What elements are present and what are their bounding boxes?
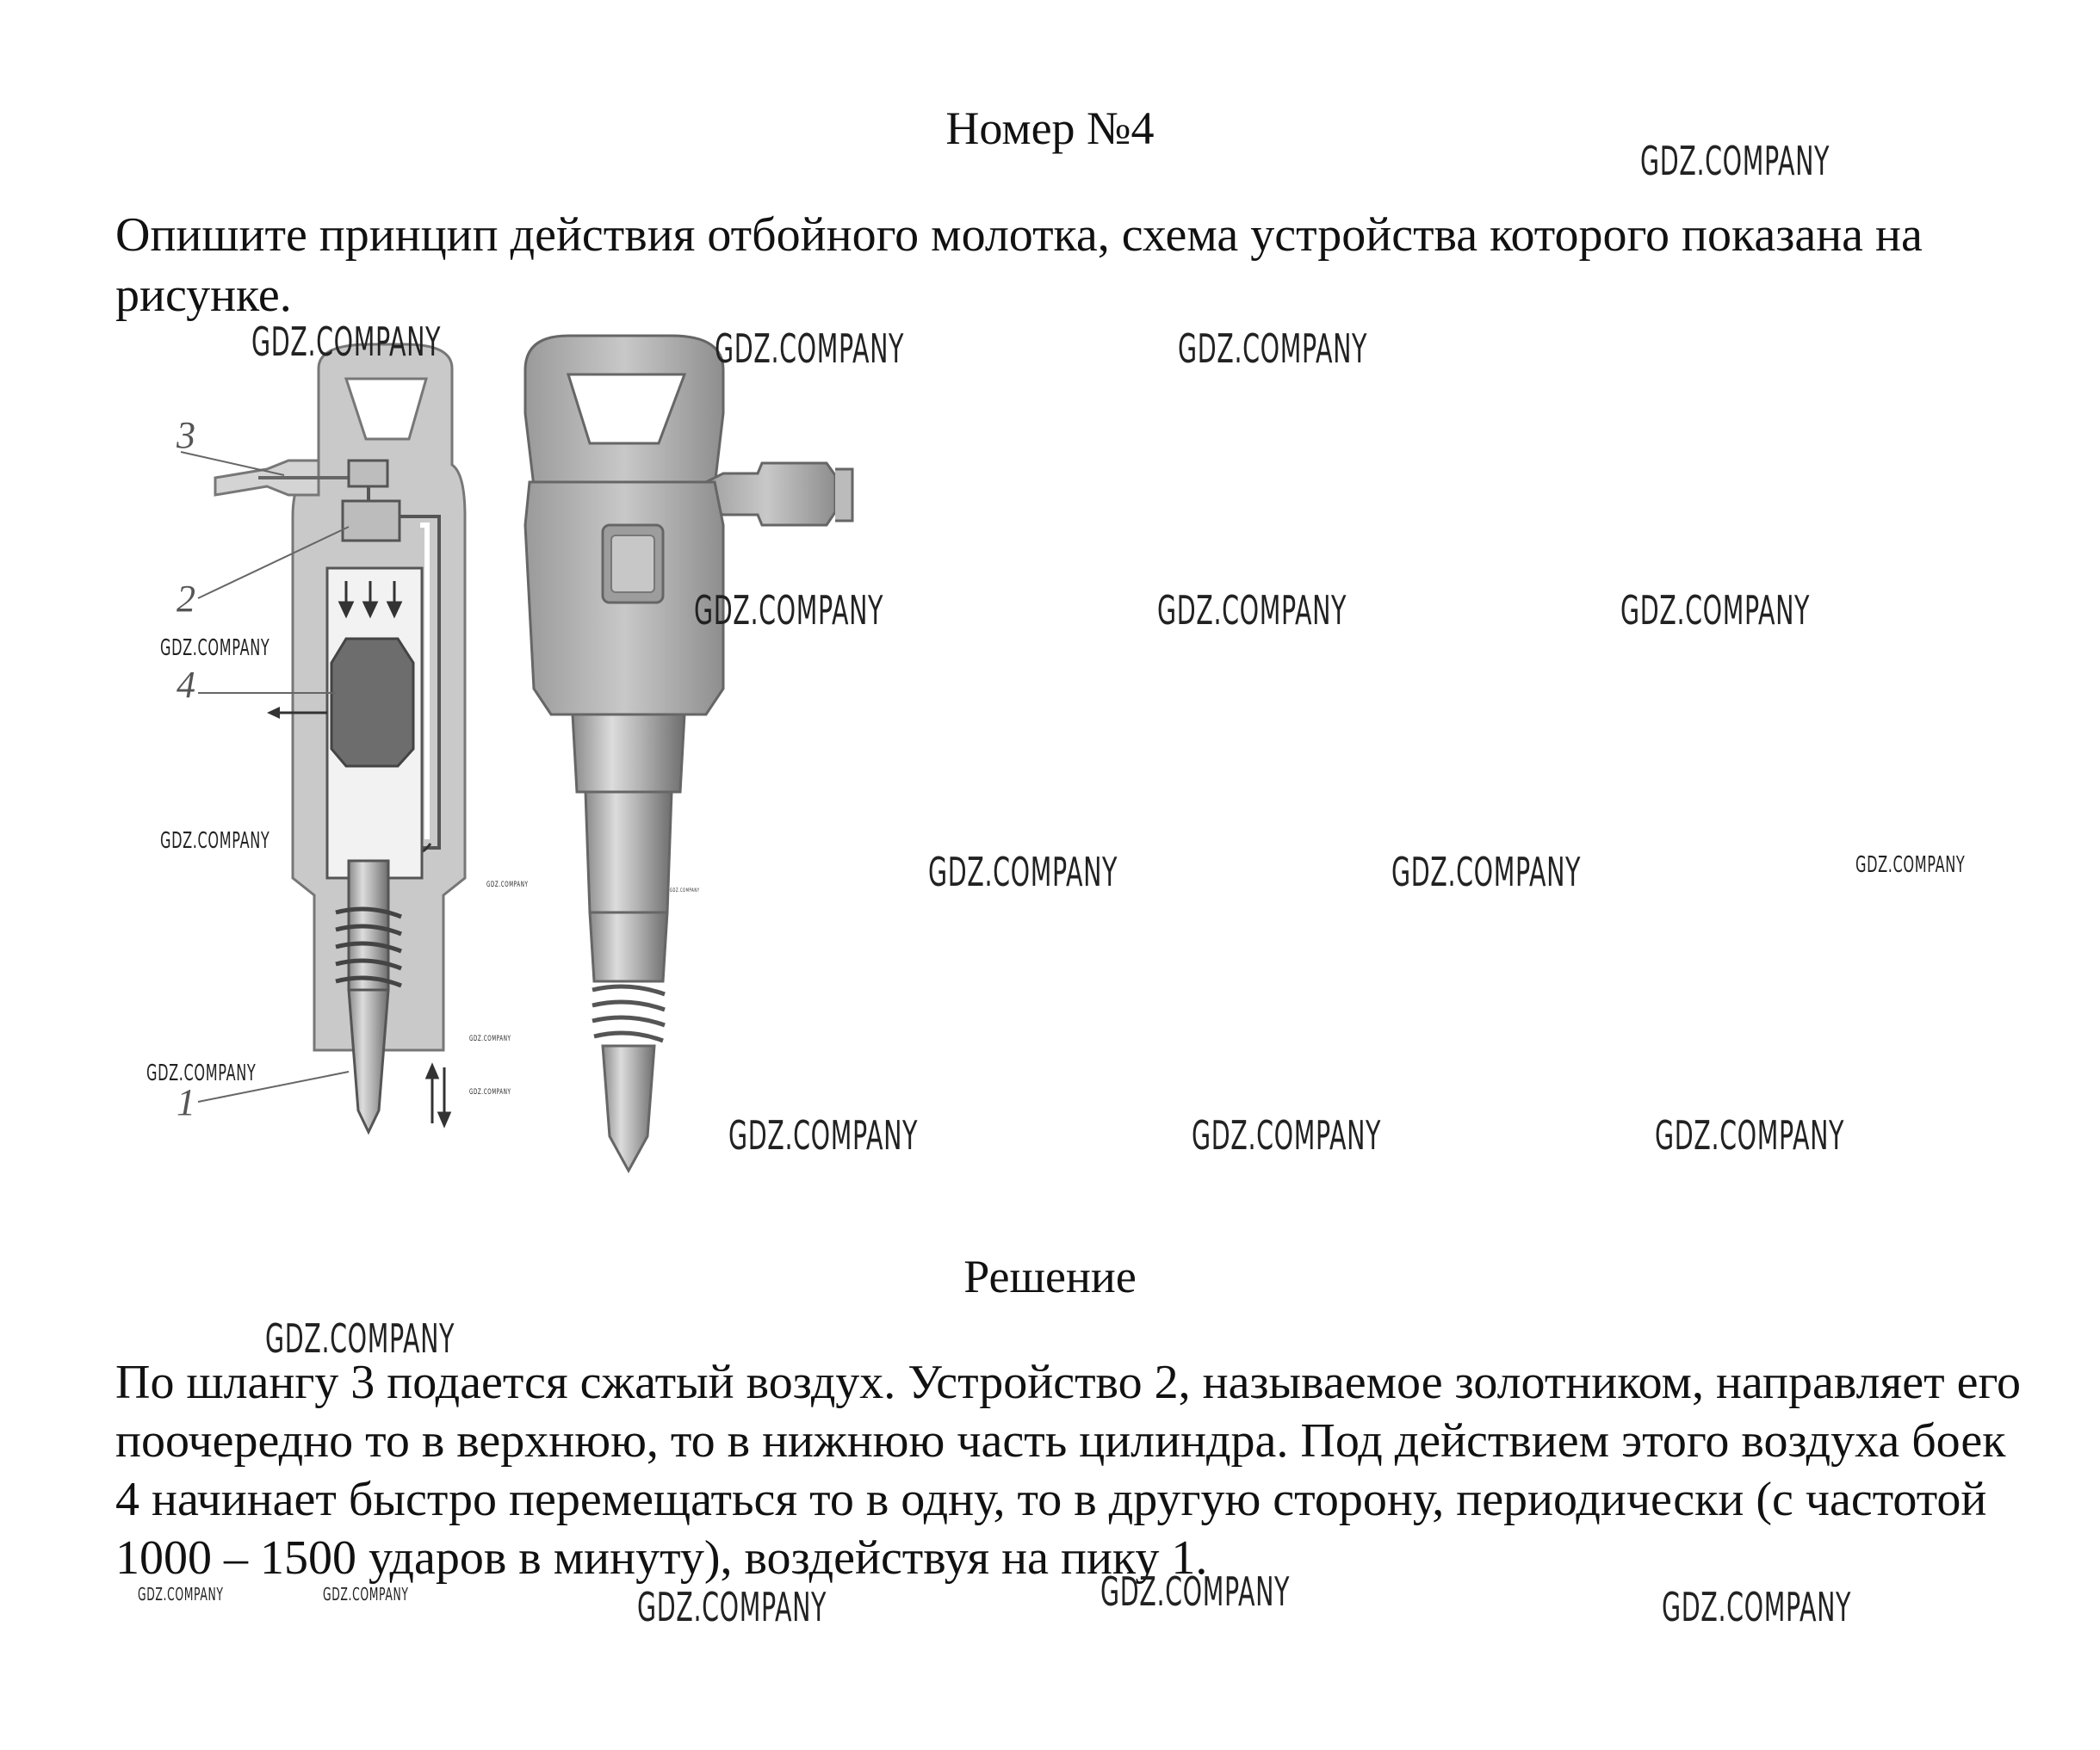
watermark: GDZ.COMPANY bbox=[1855, 852, 1966, 878]
watermark: GDZ.COMPANY bbox=[469, 1088, 511, 1097]
watermark: GDZ.COMPANY bbox=[323, 1584, 409, 1605]
solution-heading: Решение bbox=[963, 1251, 1137, 1302]
label-valve: 2 bbox=[177, 578, 195, 620]
watermark: GDZ.COMPANY bbox=[1192, 1112, 1382, 1159]
watermark: GDZ.COMPANY bbox=[728, 1112, 919, 1159]
label-piston: 4 bbox=[177, 664, 195, 706]
watermark: GDZ.COMPANY bbox=[1662, 1584, 1852, 1630]
jackhammer-exterior bbox=[525, 336, 852, 1171]
watermark: GDZ.COMPANY bbox=[486, 881, 529, 889]
watermark: GDZ.COMPANY bbox=[1178, 325, 1368, 372]
page-title: Номер №4 bbox=[945, 102, 1155, 154]
watermark: GDZ.COMPANY bbox=[251, 318, 442, 365]
label-hose: 3 bbox=[177, 414, 195, 456]
solution-text: По шлангу 3 подается сжатый воздух. Устройство 2, называемое золотником, направляет его поочередно то в верхнюю, то в нижнюю часть цилиндра. Под действием этого воздуха боек 4 начинает быстро перемещаться то в одну, то в другую сторону, периодически (с частотой 1000 – 1500 ударов в минуту), воздействуя на пику 1. bbox=[115, 1356, 2022, 1585]
watermark: GDZ.COMPANY bbox=[469, 1035, 511, 1043]
schematic-section bbox=[181, 344, 465, 1132]
watermark: GDZ.COMPANY bbox=[670, 887, 700, 894]
watermark: GDZ.COMPANY bbox=[265, 1315, 455, 1362]
watermark: GDZ.COMPANY bbox=[1100, 1568, 1291, 1615]
watermark: GDZ.COMPANY bbox=[1620, 587, 1811, 634]
watermark: GDZ.COMPANY bbox=[637, 1584, 827, 1630]
watermark: GDZ.COMPANY bbox=[694, 587, 884, 634]
watermark: GDZ.COMPANY bbox=[160, 828, 270, 854]
question-text: Опишите принцип действия отбойного молотка, схема устройства которого показана на рисунке. bbox=[115, 208, 1923, 322]
watermark: GDZ.COMPANY bbox=[928, 849, 1118, 895]
watermark: GDZ.COMPANY bbox=[1391, 849, 1582, 895]
watermark: GDZ.COMPANY bbox=[1655, 1112, 1845, 1159]
watermark: GDZ.COMPANY bbox=[160, 635, 270, 661]
watermark: GDZ.COMPANY bbox=[146, 1061, 257, 1086]
watermark: GDZ.COMPANY bbox=[715, 325, 905, 372]
watermark: GDZ.COMPANY bbox=[1157, 587, 1347, 634]
watermark: GDZ.COMPANY bbox=[138, 1584, 224, 1605]
label-pick: 1 bbox=[177, 1081, 195, 1123]
watermark: GDZ.COMPANY bbox=[1640, 138, 1831, 184]
